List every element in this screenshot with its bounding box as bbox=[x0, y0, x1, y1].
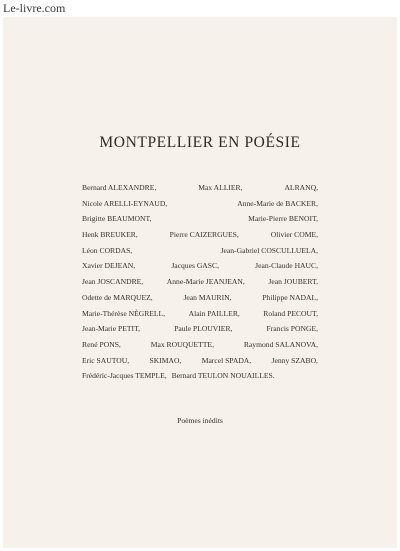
author-name: Marie-Pierre BENOIT, bbox=[248, 214, 318, 224]
author-name: Paule PLOUVIER, bbox=[174, 324, 233, 334]
author-line bbox=[82, 258, 318, 274]
author-line bbox=[82, 196, 318, 212]
book-page bbox=[3, 17, 397, 548]
author-name: Philippe NADAL, bbox=[262, 292, 318, 302]
author-line bbox=[82, 227, 318, 243]
author-name: ALRANQ, bbox=[284, 183, 318, 192]
author-name: Roland PECOUT, bbox=[263, 308, 318, 318]
author-list bbox=[82, 180, 318, 384]
author-name: Jean JOUBERT, bbox=[268, 277, 318, 287]
author-name: Pierre CAIZERGUES, bbox=[169, 230, 239, 240]
author-name: Henk BREUKER, bbox=[82, 230, 138, 240]
author-line bbox=[82, 274, 318, 290]
author-name: Max ALLIER, bbox=[198, 183, 243, 192]
author-name: Anne-Marie JEANJEAN, bbox=[166, 277, 245, 287]
author-name: Jenny SZABO, bbox=[271, 355, 318, 365]
author-name: Eric SAUTOU, bbox=[82, 355, 130, 365]
author-name: Max ROUQUETTE, bbox=[150, 339, 214, 349]
author-name: Francis PONGE, bbox=[266, 324, 318, 334]
author-line bbox=[82, 243, 318, 259]
author-name: Xavier DEJEAN, bbox=[82, 261, 136, 271]
author-name: Jean-Marie PETIT, bbox=[82, 324, 141, 334]
author-name: Jean JOSCANDRE, bbox=[82, 277, 144, 287]
author-line bbox=[82, 290, 318, 306]
author-name: Jacques GASC, bbox=[171, 261, 219, 271]
author-line bbox=[82, 368, 318, 384]
author-name: Nicole ARELLI-EYNAUD, bbox=[82, 198, 168, 208]
author-name: Léon CORDAS, bbox=[82, 245, 133, 255]
author-name: Jean-Claude HAUC, bbox=[255, 261, 318, 271]
author-name: Olivier COME, bbox=[270, 230, 318, 240]
author-line bbox=[82, 337, 318, 353]
author-name: Raymond SALANOVA, bbox=[243, 339, 318, 349]
author-name: Anne-Marie de BACKER, bbox=[237, 198, 318, 208]
author-name: Marcel SPADA, bbox=[201, 355, 252, 365]
author-line bbox=[82, 180, 318, 196]
author-name: Alain PAILLER, bbox=[188, 308, 240, 318]
author-name: René PONS, bbox=[82, 339, 121, 349]
author-line bbox=[82, 306, 318, 322]
author-name: Frédéric-Jacques TEMPLE, bbox=[82, 371, 167, 381]
author-line bbox=[82, 353, 318, 369]
author-line bbox=[82, 211, 318, 227]
author-name: Bernard ALEXANDRE, bbox=[82, 183, 157, 192]
site-watermark: Le-livre.com bbox=[3, 1, 66, 15]
author-name: Brigitte BEAUMONT, bbox=[82, 214, 152, 224]
author-name: Jean MAURIN, bbox=[183, 292, 232, 302]
page-title: MONTPELLIER EN POÉSIE bbox=[99, 134, 301, 151]
author-name: Jean-Gabriel COSCULLUELA, bbox=[220, 245, 318, 255]
author-name: SKIMAO, bbox=[149, 355, 182, 365]
author-name: Marie-Thérèse NÈGRELL, bbox=[82, 308, 166, 318]
subtitle-unpublished-poems: Poèmes inédits bbox=[177, 416, 223, 425]
author-name: Odette de MARQUEZ, bbox=[82, 292, 153, 302]
author-name: Bernard TEULON NOUAILLES. bbox=[171, 371, 275, 381]
author-line bbox=[82, 321, 318, 337]
